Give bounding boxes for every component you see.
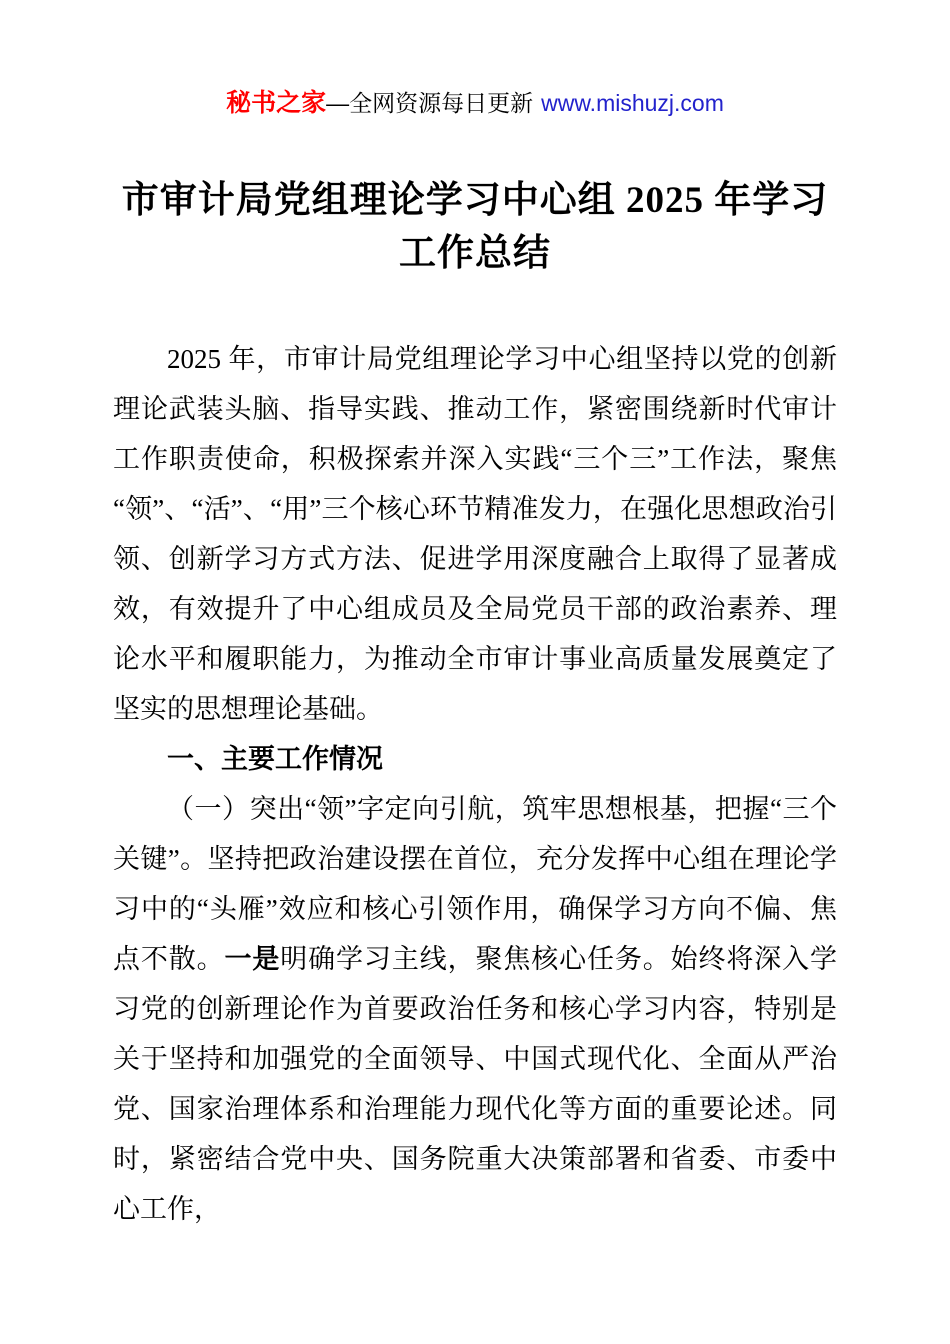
document-title-line-2: 工作总结 — [399, 233, 551, 274]
section-1-bold-marker: 一是 — [224, 944, 281, 974]
document-title — [113, 174, 837, 280]
site-header — [113, 88, 837, 118]
intro-paragraph: 2025 年，市审计局党组理论学习中心组坚持以党的创新理论武装头脑、指导实践、推动工作，紧密围绕新时代审计工作职责使命，积极探索并深入实践“三个三”工作法，聚焦“领”、“活”、“用”三个核心环节精准发力，在强化思想政治引领、创新学习方式方法、促进学用深度融合上取得了显著成效，有效提升了中心组成员及全局党员干部的政治素养、理论水平和履职能力，为推动全市审计事业高质量发展奠定了坚实的思想理论基础。 — [113, 344, 837, 724]
document-body — [113, 334, 837, 1234]
document-title-line-1: 市审计局党组理论学习中心组 2025 年学习 — [121, 180, 829, 221]
section-1-paragraph — [113, 784, 837, 1234]
site-tagline: —全网资源每日更新 — [326, 90, 534, 116]
section-1-lead: （一）突出“领”字定向引航，筑牢思想根基，把握“三个关键”。坚持把政治建设摆在首位，充分发挥中心组在理论学习中的“头雁”效应和核心引领作用，确保学习方向不偏、焦点不散。 — [113, 794, 837, 974]
site-url-link[interactable]: www.mishuzj.com — [541, 90, 724, 116]
site-brand: 秘书之家 — [226, 89, 327, 117]
section-1-rest: 明确学习主线，聚焦核心任务。始终将深入学习党的创新理论作为首要政治任务和核心学习内容，特别是关于坚持和加强党的全面领导、中国式现代化、全面从严治党、国家治理体系和治理能力现代化等方面的重要论述。同时，紧密结合党中央、国务院重大决策部署和省委、市委中心工作， — [113, 944, 838, 1224]
section-heading: 一、主要工作情况 — [167, 744, 383, 774]
